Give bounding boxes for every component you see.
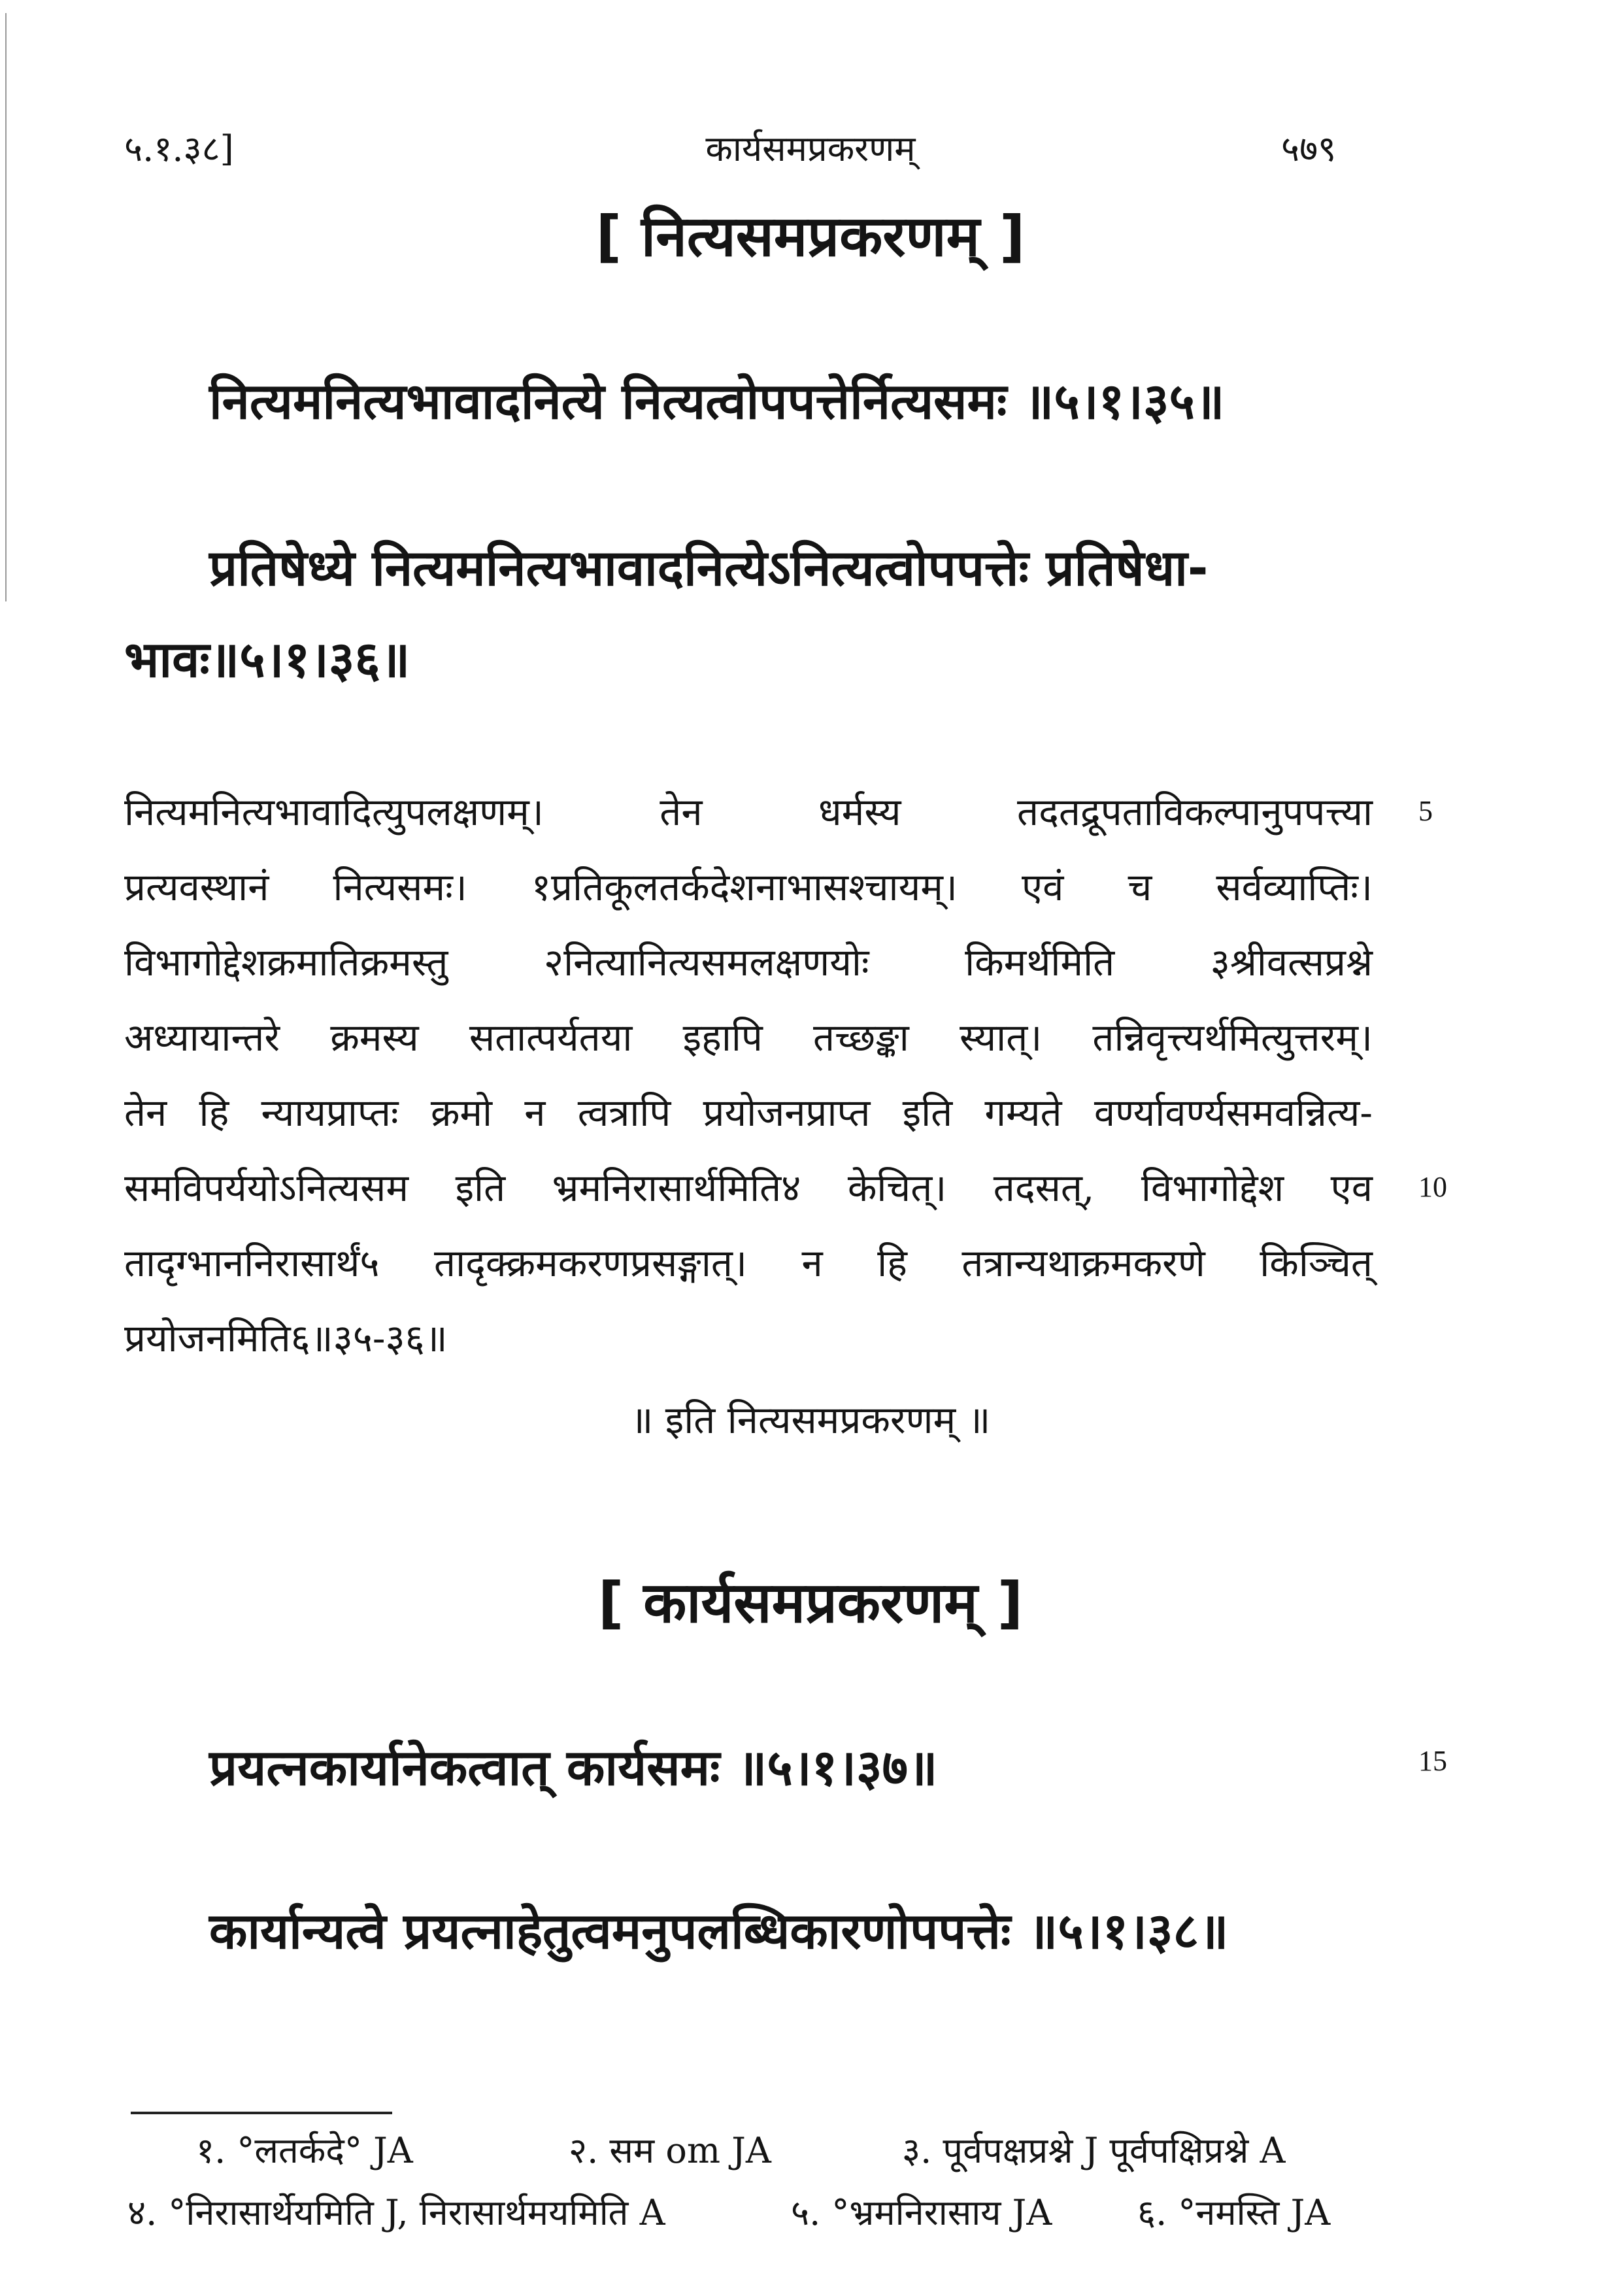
sutra-5-1-35: नित्यमनित्यभावादनित्ये नित्यत्वोपपत्तेर्नित्यसमः ॥५।१।३५॥ [209, 372, 1225, 430]
footnote-1: १. °लतर्कदे° JA [196, 2130, 413, 2171]
commentary-line-1: नित्यमनित्यभावादित्युपलक्षणम्। तेन धर्मस्य तदतद्रूपताविकल्पानुपपत्त्या [124, 790, 1373, 834]
footnote-2: २. सम om JA [569, 2130, 771, 2171]
section-title-nityasama: [ नित्यसमप्रकरणम् ] [595, 204, 1026, 269]
section-closing-nityasama: ॥ इति नित्यसमप्रकरणम् ॥ [630, 1398, 991, 1442]
footnote-3: ३. पूर्वपक्षप्रश्ने J पूर्वपक्षिप्रश्ने A [902, 2130, 1286, 2171]
section-title-karyasama: [ कार्यसमप्रकरणम् ] [597, 1570, 1024, 1636]
footnote-4: ४. °निरासार्थेयमिति J, निरासार्थमयमिति A [127, 2192, 665, 2233]
header-section-ref: ५.१.३८] [124, 128, 234, 169]
sutra-5-1-38: कार्यान्यत्वे प्रयत्नाहेतुत्वमनुपलब्धिकारणोपपत्तेः ॥५।१।३८॥ [209, 1902, 1229, 1960]
commentary-line-5: तेन हि न्यायप्राप्तः क्रमो न त्वत्रापि प्रयोजनप्राप्त इति गम्यते वर्ण्यावर्ण्यसमवन्नित्य- [124, 1090, 1373, 1135]
commentary-line-8: प्रयोजनमिति६॥३५-३६॥ [124, 1316, 448, 1360]
footnote-6: ६. °नमस्ति JA [1137, 2192, 1331, 2233]
sutra-5-1-36-line1: प्रतिषेध्ये नित्यमनित्यभावादनित्येऽनित्यत्वोपपत्तेः प्रतिषेधा- [209, 539, 1209, 597]
commentary-line-3: विभागोद्देशक्रमातिक्रमस्तु २नित्यानित्यसमलक्षणयोः किमर्थमिति ३श्रीवत्सप्रश्ने [124, 940, 1373, 985]
line-number-5: 5 [1418, 795, 1433, 827]
commentary-line-2: प्रत्यवस्थानं नित्यसमः। १प्रतिकूलतर्कदेशनाभासश्चायम्। एवं च सर्वव्याप्तिः। [124, 865, 1373, 909]
scan-margin-line [5, 13, 7, 601]
sutra-5-1-37: प्रयत्नकार्यानेकत्वात् कार्यसमः ॥५।१।३७॥ [209, 1738, 938, 1797]
commentary-line-7: तादृग्भाननिरासार्थं५ तादृक्क्रमकरणप्रसङ्गात्। न हि तत्रान्यथाक्रमकरणे किञ्चित् [124, 1241, 1373, 1285]
header-page-number: ५७९ [1281, 128, 1337, 169]
footnote-rule [131, 2112, 392, 2114]
header-title: कार्यसमप्रकरणम् [705, 128, 916, 169]
commentary-line-4: अध्यायान्तरे क्रमस्य सतात्पर्यतया इहापि तच्छङ्का स्यात्। तन्निवृत्त्यर्थमित्युत्तरम्। [124, 1015, 1373, 1060]
line-number-15: 15 [1418, 1745, 1447, 1777]
sutra-5-1-36-line2: भावः॥५।१।३६॥ [124, 630, 410, 688]
commentary-line-6: समविपर्ययोऽनित्यसम इति भ्रमनिरासार्थमिति४ केचित्। तदसत्, विभागोद्देश एव [124, 1166, 1373, 1210]
footnote-5: ५. °भ्रमनिरासाय JA [791, 2192, 1052, 2233]
line-number-10: 10 [1418, 1171, 1447, 1203]
